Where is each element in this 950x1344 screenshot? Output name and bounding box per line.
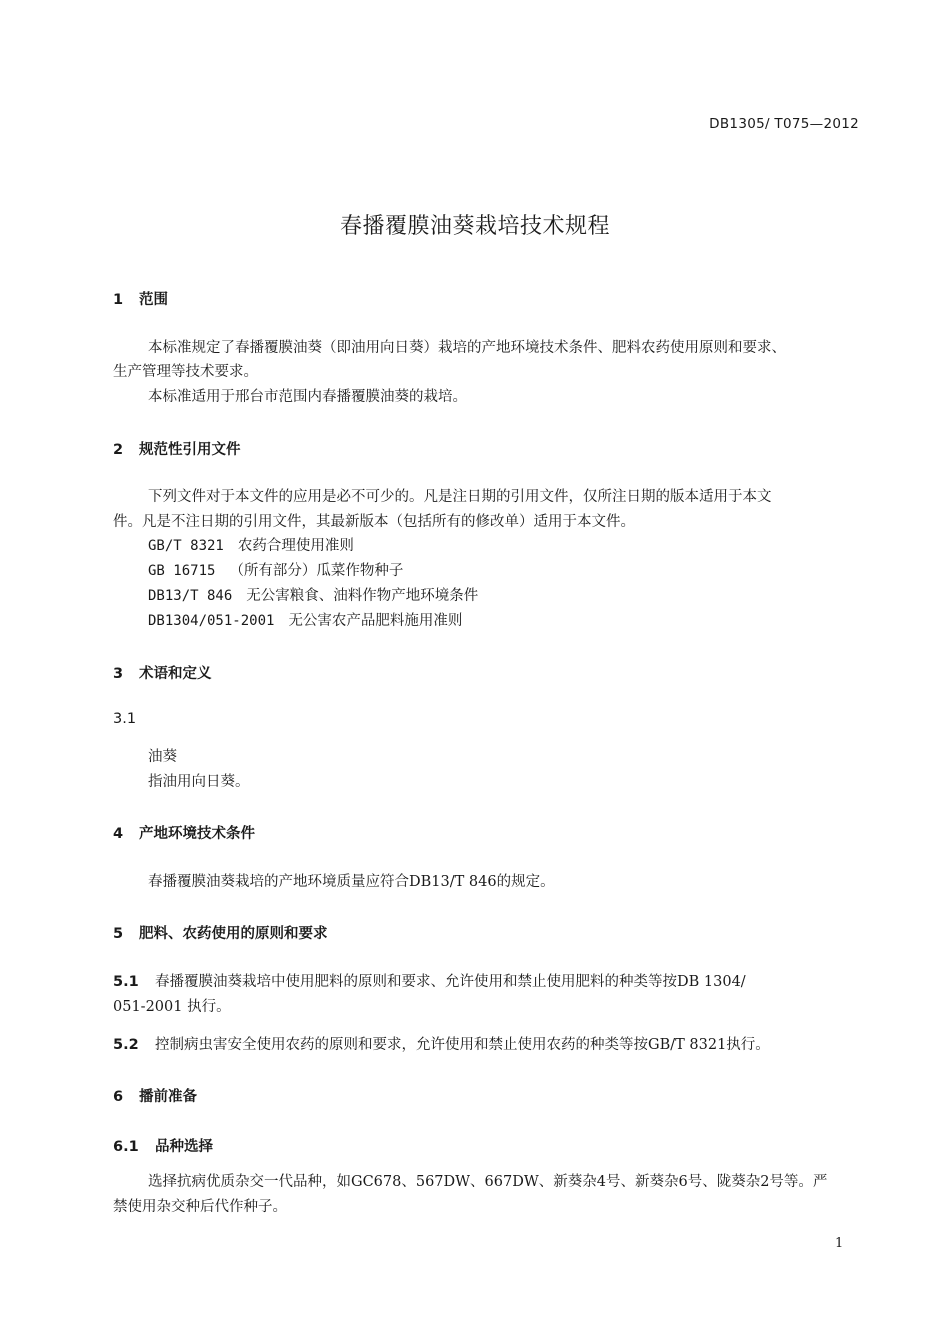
reference-title: 农药合理使用准则: [237, 538, 354, 554]
clause-5-1-line-1: [113, 970, 746, 994]
s6-paragraph-line-2: 禁使用杂交种后代作种子。: [113, 1199, 287, 1215]
subsection-title: 品种选择: [155, 1139, 213, 1155]
standard-code: DB1305/ T075—2012: [709, 116, 859, 132]
reference-item: [148, 609, 462, 630]
s4-paragraph: 春播覆膜油葵栽培的产地环境质量应符合DB13/T 846的规定。: [148, 874, 555, 890]
clause-5-1-line-2: 051-2001 执行。: [113, 999, 231, 1015]
reference-code: GB/T 8321: [148, 538, 224, 554]
reference-code: GB 16715: [148, 563, 216, 579]
reference-code: DB1304/051-2001: [148, 613, 275, 629]
section-title: 规范性引用文件: [139, 442, 241, 458]
section-title: 范围: [139, 292, 168, 308]
section-5-heading: [113, 922, 328, 943]
section-6-heading: [113, 1085, 197, 1106]
reference-item: [148, 584, 478, 605]
clause-number: 5.2: [113, 1037, 139, 1053]
section-title: 肥料、农药使用的原则和要求: [139, 926, 328, 942]
s2-paragraph-line-1: 下列文件对于本文件的应用是必不可少的。凡是注日期的引用文件，仅所注日期的版本适用于本文: [148, 489, 772, 505]
section-number: 2: [113, 442, 124, 458]
section-number: 1: [113, 292, 124, 308]
term: 油葵: [148, 749, 177, 765]
section-3-heading: [113, 662, 212, 683]
reference-item: [148, 559, 403, 580]
s1-paragraph-1-line-1: 本标准规定了春播覆膜油葵（即油用向日葵）栽培的产地环境技术条件、肥料农药使用原则和要求、: [148, 340, 786, 356]
section-4-heading: [113, 822, 255, 843]
term-definition: 指油用向日葵。: [148, 774, 250, 790]
clause-text: 控制病虫害安全使用农药的原则和要求，允许使用和禁止使用农药的种类等按GB/T 8321执行。: [155, 1037, 770, 1053]
section-number: 3: [113, 666, 124, 682]
reference-title: 无公害粮食、油料作物产地环境条件: [246, 588, 479, 604]
section-2-heading: [113, 438, 241, 459]
document-title: 春播覆膜油葵栽培技术规程: [339, 214, 610, 239]
reference-title: 无公害农产品肥料施用准则: [288, 613, 463, 629]
section-title: 术语和定义: [139, 666, 212, 682]
reference-code: DB13/T 846: [148, 588, 233, 604]
s6-paragraph-line-1: 选择抗病优质杂交一代品种，如GC678、567DW、667DW、新葵杂4号、新葵杂6号、陇葵杂2号等。严: [148, 1174, 828, 1190]
section-title: 产地环境技术条件: [139, 826, 255, 842]
page-number: 1: [835, 1236, 844, 1251]
section-1-heading: [113, 288, 168, 309]
clause-5-2: [113, 1033, 770, 1057]
clause-number: 5.1: [113, 974, 139, 990]
subsection-number: 3.1: [113, 711, 137, 727]
s2-paragraph-line-2: 件。凡是不注日期的引用文件，其最新版本（包括所有的修改单）适用于本文件。: [113, 514, 635, 530]
reference-item: [148, 534, 354, 555]
reference-title: （所有部分）瓜菜作物种子: [229, 563, 404, 579]
s1-paragraph-2: 本标准适用于邢台市范围内春播覆膜油葵的栽培。: [148, 389, 467, 405]
section-title: 播前准备: [139, 1089, 197, 1105]
section-number: 5: [113, 926, 124, 942]
subsection-6-1-heading: [113, 1135, 213, 1156]
clause-text: 春播覆膜油葵栽培中使用肥料的原则和要求、允许使用和禁止使用肥料的种类等按DB 1304/: [155, 974, 746, 990]
s1-paragraph-1-line-2: 生产管理等技术要求。: [113, 364, 258, 380]
subsection-number: 6.1: [113, 1139, 139, 1155]
section-number: 6: [113, 1089, 124, 1105]
section-number: 4: [113, 826, 124, 842]
